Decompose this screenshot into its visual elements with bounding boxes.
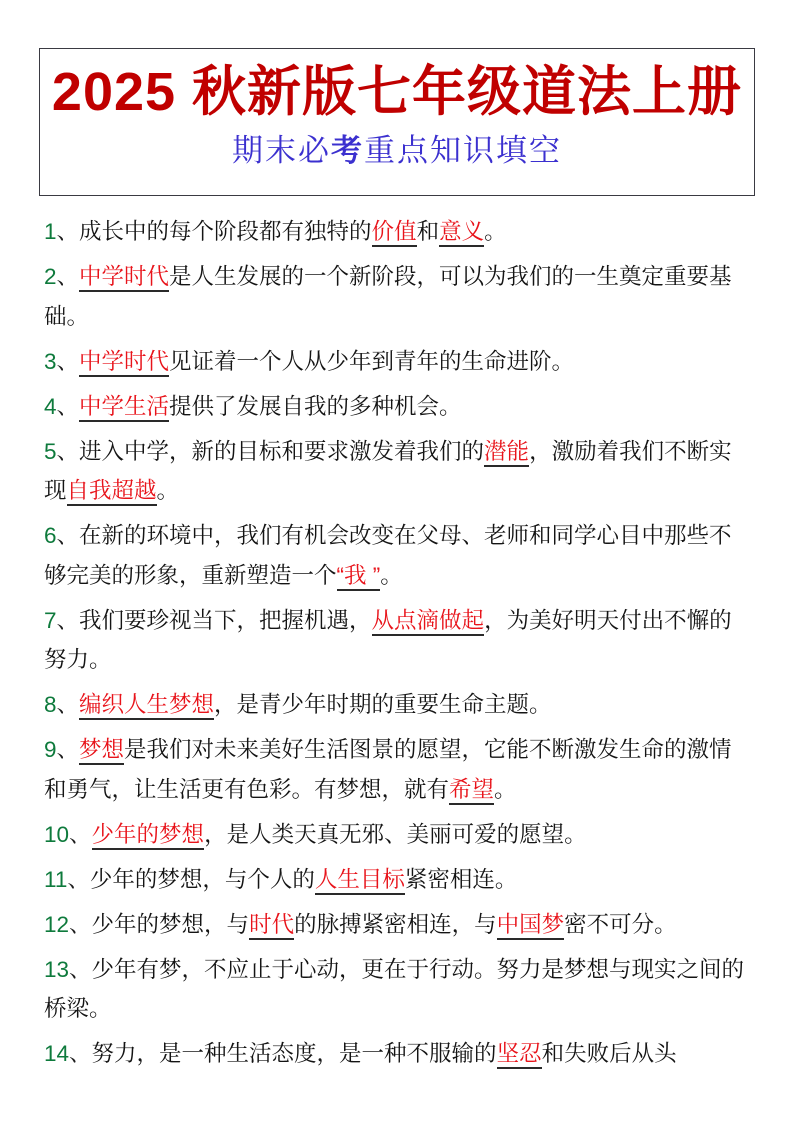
list-item: [44, 685, 750, 725]
item-keyword: 坚忍: [497, 1041, 542, 1069]
item-separator: 、: [56, 348, 80, 374]
item-keyword: 人生目标: [315, 867, 405, 895]
item-keyword: 编织人生梦想: [79, 692, 214, 720]
item-text: 努力，是一种生活态度，是一种不服输的: [91, 1041, 497, 1066]
item-text: 少年的梦想，与: [91, 911, 250, 937]
item-text: 。: [494, 776, 517, 802]
list-item: [44, 730, 750, 809]
item-separator: 、: [67, 866, 90, 892]
item-text: 见证着一个人从少年到青年的生命进阶。: [169, 348, 575, 374]
page-title: 2025 秋新版七年级道法上册: [51, 62, 743, 122]
item-separator: 、: [56, 219, 80, 244]
item-text: 的脉搏紧密相连，与: [294, 911, 497, 937]
item-text: 和失败后从头: [541, 1041, 677, 1066]
title-box: [39, 48, 755, 196]
item-text: 在新的环境中，我们有机会改变在父母、老师和同学心目中那些不够完美的形象，重新塑造一个: [44, 523, 732, 588]
item-text: 是人生发展的一个新阶段，可以为我们的一生奠定重要基础。: [44, 264, 732, 329]
item-keyword: 时代: [249, 912, 294, 940]
item-number: 5: [44, 438, 57, 464]
item-separator: 、: [56, 692, 80, 717]
item-keyword: 从点滴做起: [372, 608, 485, 636]
list-item: [44, 257, 750, 336]
item-number: 9: [44, 737, 57, 762]
item-keyword: 中学时代: [79, 349, 169, 377]
item-text: 进入中学，新的目标和要求激发着我们的: [79, 438, 485, 464]
item-separator: 、: [56, 607, 80, 633]
list-item: [44, 860, 750, 900]
item-separator: 、: [56, 264, 80, 289]
item-keyword: 中学时代: [79, 264, 169, 292]
item-text: ，是青少年时期的重要生命主题。: [214, 692, 552, 717]
list-item: [44, 1034, 750, 1074]
item-number: 7: [44, 607, 57, 633]
item-number: 12: [44, 911, 70, 937]
list-item: [44, 342, 750, 382]
item-text: 是我们对未来美好生活图景的愿望，它能不断激发生命的激情和勇气，让生活更有色彩。有梦想，就有: [44, 737, 732, 802]
knowledge-list: [44, 212, 750, 1079]
item-keyword: 中学生活: [79, 394, 169, 422]
item-text: ，激励着我们不断实现: [44, 438, 732, 503]
item-keyword: 自我超越: [67, 478, 157, 506]
item-keyword: 价值: [372, 219, 417, 247]
item-text: 。: [484, 219, 507, 244]
item-text: 成长中的每个阶段都有独特的: [79, 219, 372, 244]
item-keyword: 潜能: [484, 439, 529, 467]
item-separator: 、: [56, 523, 80, 548]
item-text: 提供了发展自我的多种机会。: [169, 393, 462, 419]
item-text: 和: [416, 219, 440, 244]
item-number: 8: [44, 692, 57, 717]
subtitle-text: 期末必: [232, 133, 331, 168]
item-separator: 、: [56, 438, 80, 464]
item-text: 少年有梦，不应止于心动，更在于行动。努力是梦想与现实之间的桥梁。: [44, 956, 745, 1021]
item-number: 2: [44, 264, 57, 289]
item-number: 11: [44, 866, 68, 892]
item-number: 1: [44, 219, 57, 244]
item-number: 3: [44, 348, 57, 374]
item-separator: 、: [69, 911, 92, 937]
item-number: 10: [44, 821, 70, 847]
item-keyword: 中国梦: [497, 912, 565, 940]
subtitle-emphasis: 考: [331, 133, 364, 168]
item-keyword: 意义: [439, 219, 484, 247]
list-item: [44, 212, 750, 252]
item-text: ，是人类天真无邪、美丽可爱的愿望。: [204, 821, 587, 847]
item-separator: 、: [56, 393, 80, 419]
subtitle-text: 重点知识填空: [364, 133, 562, 168]
item-text: 。: [380, 562, 403, 588]
list-item: [44, 432, 750, 511]
item-separator: 、: [56, 737, 80, 762]
item-keyword: 梦想: [79, 737, 124, 765]
item-text: ，为美好明天付出不懈的努力。: [44, 607, 732, 672]
item-number: 6: [44, 523, 57, 548]
list-item: [44, 516, 750, 595]
list-item: [44, 815, 750, 855]
list-item: [44, 387, 750, 427]
item-text: 密不可分。: [564, 911, 677, 937]
list-item: [44, 950, 750, 1029]
item-keyword: 少年的梦想: [92, 822, 205, 850]
item-separator: 、: [69, 1041, 92, 1066]
item-number: 13: [44, 956, 70, 982]
list-item: [44, 601, 750, 680]
page-subtitle: [232, 119, 562, 166]
item-separator: 、: [69, 821, 92, 847]
item-separator: 、: [69, 956, 92, 982]
item-keyword: “我 ”: [337, 563, 381, 591]
item-text: 我们要珍视当下，把握机遇，: [79, 607, 372, 633]
list-item: [44, 905, 750, 945]
item-number: 14: [44, 1041, 70, 1066]
item-text: 。: [156, 478, 180, 503]
item-text: 少年的梦想，与个人的: [89, 866, 315, 892]
item-keyword: 希望: [449, 777, 494, 805]
item-number: 4: [44, 393, 57, 419]
item-text: 紧密相连。: [404, 866, 518, 892]
